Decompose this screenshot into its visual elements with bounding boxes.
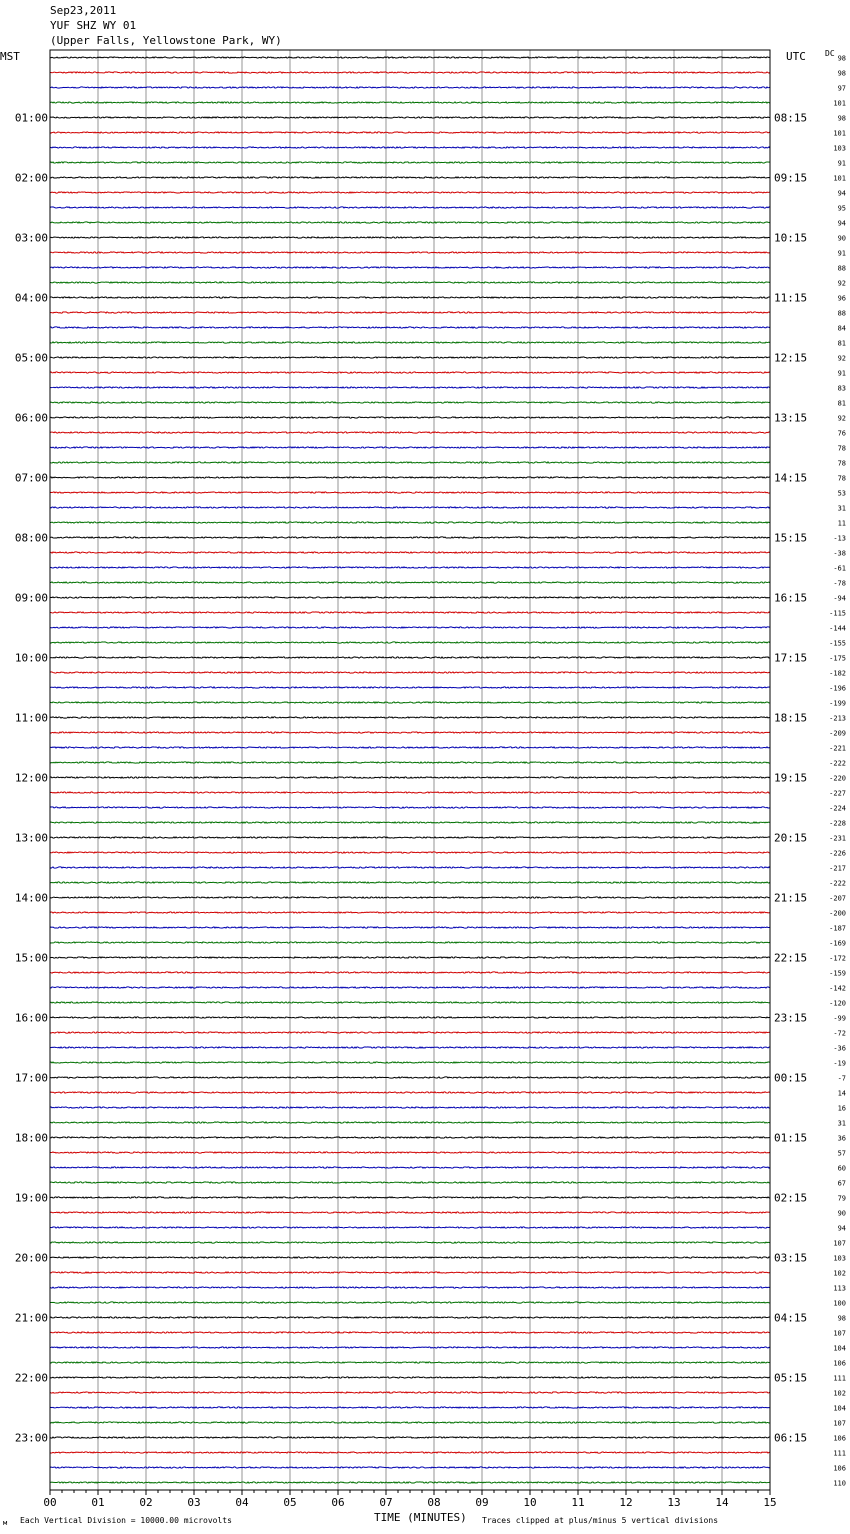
dc-offset-label: -155 <box>829 639 846 648</box>
dc-offset-label: 91 <box>837 369 846 378</box>
dc-offset-label: -142 <box>829 984 846 993</box>
dc-offset-label: -222 <box>829 759 846 768</box>
dc-offset-label: 107 <box>833 1239 846 1248</box>
dc-offset-label: 106 <box>833 1359 846 1368</box>
seismic-trace <box>50 1317 770 1318</box>
right-hour-label: 09:15 <box>774 171 808 185</box>
dc-offset-label: 94 <box>837 1224 846 1233</box>
left-hour-label: 23:00 <box>14 1431 48 1445</box>
seismic-trace <box>50 612 770 613</box>
dc-offset-label: 101 <box>833 129 846 138</box>
dc-offset-label: -78 <box>833 579 846 588</box>
seismic-trace <box>50 1467 770 1468</box>
seismic-trace <box>50 402 770 403</box>
seismic-trace <box>50 807 770 808</box>
dc-offset-label: -175 <box>829 654 846 663</box>
seismic-trace <box>50 792 770 793</box>
header-date: Sep23,2011 <box>50 4 117 17</box>
dc-offset-label: 94 <box>837 219 846 228</box>
x-tick-label: 14 <box>715 1496 729 1509</box>
x-tick-label: 10 <box>523 1496 537 1509</box>
seismic-trace <box>50 72 770 73</box>
x-tick-label: 11 <box>571 1496 585 1509</box>
seismic-trace <box>50 897 770 898</box>
left-hour-label: 21:00 <box>14 1311 48 1325</box>
dc-offset-label: 92 <box>837 354 846 363</box>
seismic-trace <box>50 1152 770 1153</box>
x-tick-label: 06 <box>331 1496 345 1509</box>
seismic-trace <box>50 1212 770 1213</box>
seismic-trace <box>50 387 770 388</box>
right-hour-label: 17:15 <box>774 651 808 665</box>
corner-mark: м <box>3 1519 8 1527</box>
seismic-trace <box>50 1362 770 1363</box>
left-hour-label: 18:00 <box>14 1131 48 1145</box>
right-hour-label: 18:15 <box>774 711 808 725</box>
seismic-trace <box>50 87 770 88</box>
seismic-trace <box>50 297 770 298</box>
seismic-trace <box>50 1242 770 1243</box>
seismic-trace <box>50 1452 770 1453</box>
dc-offset-label: 107 <box>833 1329 846 1338</box>
dc-offset-label: 106 <box>833 1464 846 1473</box>
seismic-trace <box>50 1092 770 1093</box>
dc-offset-label: -38 <box>833 549 846 558</box>
dc-offset-label: 104 <box>833 1404 846 1413</box>
dc-offset-label: 91 <box>837 249 846 258</box>
dc-offset-label: 83 <box>837 384 846 393</box>
seismic-trace <box>50 102 770 103</box>
dc-offset-label: 79 <box>837 1194 846 1203</box>
dc-offset-label: 97 <box>837 84 846 93</box>
seismic-trace <box>50 987 770 988</box>
seismic-trace <box>50 117 770 118</box>
dc-offset-label: -115 <box>829 609 846 618</box>
dc-offset-label: 90 <box>837 234 846 243</box>
seismic-trace <box>50 1392 770 1393</box>
seismic-trace <box>50 837 770 838</box>
dc-offset-label: 106 <box>833 1434 846 1443</box>
seismic-trace <box>50 57 770 58</box>
dc-offset-label: 92 <box>837 279 846 288</box>
dc-offset-label: -196 <box>829 684 846 693</box>
seismic-trace <box>50 267 770 268</box>
dc-offset-label: -120 <box>829 999 846 1008</box>
dc-offset-label: -159 <box>829 969 846 978</box>
seismic-trace <box>50 192 770 193</box>
grid-layer <box>98 50 722 1490</box>
dc-offset-label: 81 <box>837 399 846 408</box>
x-tick-label: 02 <box>139 1496 153 1509</box>
x-tick-label: 04 <box>235 1496 249 1509</box>
seismic-trace <box>50 822 770 823</box>
dc-offset-label: 98 <box>837 69 846 78</box>
seismic-trace <box>50 1257 770 1258</box>
right-hour-label: 14:15 <box>774 471 808 485</box>
right-hour-label: 19:15 <box>774 771 808 785</box>
seismic-trace <box>50 357 770 358</box>
dc-offset-label: 94 <box>837 189 846 198</box>
seismic-trace <box>50 1002 770 1003</box>
dc-offset-label: 98 <box>837 54 846 63</box>
dc-offset-label: 90 <box>837 1209 846 1218</box>
seismic-trace <box>50 537 770 538</box>
right-hour-label: 08:15 <box>774 111 808 125</box>
seismic-trace <box>50 147 770 148</box>
left-hour-label: 17:00 <box>14 1071 48 1085</box>
dc-offset-label: 84 <box>837 324 846 333</box>
x-tick-label: 15 <box>763 1496 777 1509</box>
clip-note: Traces clipped at plus/minus 5 vertical divisions <box>482 1516 719 1525</box>
left-timezone-label: MST <box>0 50 20 63</box>
left-hour-label: 15:00 <box>14 951 48 965</box>
seismic-trace <box>50 642 770 643</box>
right-hour-label: 04:15 <box>774 1311 808 1325</box>
trace-layer <box>50 57 770 1483</box>
dc-offset-label: 31 <box>837 504 846 513</box>
label-layer <box>15 55 846 1510</box>
dc-offset-label: 88 <box>837 309 846 318</box>
dc-offset-label: 14 <box>837 1089 846 1098</box>
left-hour-label: 08:00 <box>14 531 48 545</box>
right-hour-label: 16:15 <box>774 591 808 605</box>
dc-offset-label: -72 <box>833 1029 846 1038</box>
seismic-trace <box>50 342 770 343</box>
dc-offset-label: -209 <box>829 729 846 738</box>
dc-offset-label: -220 <box>829 774 846 783</box>
dc-offset-label: -200 <box>829 909 846 918</box>
x-tick-label: 01 <box>91 1496 105 1509</box>
x-tick-label: 00 <box>43 1496 57 1509</box>
right-hour-label: 22:15 <box>774 951 808 965</box>
seismic-trace <box>50 462 770 463</box>
left-hour-label: 05:00 <box>14 351 48 365</box>
seismic-trace <box>50 867 770 868</box>
seismic-trace <box>50 882 770 883</box>
left-hour-label: 10:00 <box>14 651 48 665</box>
seismic-trace <box>50 492 770 493</box>
dc-offset-label: 76 <box>837 429 846 438</box>
seismic-trace <box>50 1167 770 1168</box>
seismic-trace <box>50 1062 770 1063</box>
seismic-trace <box>50 762 770 763</box>
right-hour-label: 02:15 <box>774 1191 808 1205</box>
right-hour-label: 01:15 <box>774 1131 808 1145</box>
seismic-trace <box>50 252 770 253</box>
seismic-trace <box>50 672 770 673</box>
x-tick-label: 12 <box>619 1496 633 1509</box>
seismic-trace <box>50 852 770 853</box>
dc-offset-label: -227 <box>829 789 846 798</box>
dc-offset-label: 91 <box>837 159 846 168</box>
left-hour-label: 02:00 <box>14 171 48 185</box>
seismic-trace <box>50 1137 770 1138</box>
dc-offset-label: 57 <box>837 1149 846 1158</box>
dc-offset-label: -228 <box>829 819 846 828</box>
dc-offset-label: -36 <box>833 1044 846 1053</box>
seismic-trace <box>50 1017 770 1018</box>
seismic-trace <box>50 1332 770 1333</box>
seismic-trace <box>50 582 770 583</box>
left-hour-label: 04:00 <box>14 291 48 305</box>
seismic-trace <box>50 732 770 733</box>
dc-offset-label: 107 <box>833 1419 846 1428</box>
dc-offset-label: 67 <box>837 1179 846 1188</box>
scale-note: Each Vertical Division = 10000.00 microvolts <box>20 1516 232 1525</box>
dc-offset-label: -207 <box>829 894 846 903</box>
seismic-trace <box>50 567 770 568</box>
dc-offset-label: 113 <box>833 1284 846 1293</box>
seismic-trace <box>50 657 770 658</box>
left-hour-label: 16:00 <box>14 1011 48 1025</box>
dc-offset-label: 104 <box>833 1344 846 1353</box>
seismic-trace <box>50 177 770 178</box>
right-hour-label: 11:15 <box>774 291 808 305</box>
dc-offset-label: 96 <box>837 294 846 303</box>
dc-offset-label: -199 <box>829 699 846 708</box>
right-hour-label: 20:15 <box>774 831 808 845</box>
dc-offset-label: -222 <box>829 879 846 888</box>
seismic-trace <box>50 912 770 913</box>
dc-offset-label: 81 <box>837 339 846 348</box>
dc-offset-label: 100 <box>833 1299 846 1308</box>
seismic-trace <box>50 507 770 508</box>
dc-offset-label: 111 <box>833 1374 846 1383</box>
seismic-trace <box>50 927 770 928</box>
dc-offset-label: 78 <box>837 459 846 468</box>
dc-offset-label: 78 <box>837 444 846 453</box>
dc-offset-label: -7 <box>837 1074 846 1083</box>
x-tick-label: 03 <box>187 1496 201 1509</box>
dc-offset-label: 60 <box>837 1164 846 1173</box>
x-tick-label: 07 <box>379 1496 393 1509</box>
seismic-trace <box>50 702 770 703</box>
right-hour-label: 15:15 <box>774 531 808 545</box>
seismic-trace <box>50 552 770 553</box>
seismic-trace <box>50 1287 770 1288</box>
left-hour-label: 01:00 <box>14 111 48 125</box>
seismic-trace <box>50 1107 770 1108</box>
dc-offset-label: 78 <box>837 474 846 483</box>
dc-offset-label: -99 <box>833 1014 846 1023</box>
right-hour-label: 12:15 <box>774 351 808 365</box>
x-tick-label: 05 <box>283 1496 297 1509</box>
seismic-trace <box>50 942 770 943</box>
dc-offset-label: -217 <box>829 864 846 873</box>
dc-offset-label: 101 <box>833 99 846 108</box>
dc-offset-label: -13 <box>833 534 846 543</box>
left-hour-label: 14:00 <box>14 891 48 905</box>
seismic-trace <box>50 1347 770 1348</box>
left-hour-label: 07:00 <box>14 471 48 485</box>
seismic-trace <box>50 162 770 163</box>
x-tick-label: 09 <box>475 1496 489 1509</box>
left-hour-label: 19:00 <box>14 1191 48 1205</box>
seismic-trace <box>50 132 770 133</box>
seismic-trace <box>50 777 770 778</box>
right-hour-label: 21:15 <box>774 891 808 905</box>
right-hour-label: 00:15 <box>774 1071 808 1085</box>
dc-offset-label: -182 <box>829 669 846 678</box>
left-hour-label: 13:00 <box>14 831 48 845</box>
x-axis-title: TIME (MINUTES) <box>374 1511 467 1524</box>
dc-offset-label: -19 <box>833 1059 846 1068</box>
header-station: YUF SHZ WY 01 <box>50 19 137 32</box>
dc-offset-label: 102 <box>833 1269 846 1278</box>
dc-offset-label: 95 <box>837 204 846 213</box>
dc-offset-label: -231 <box>829 834 846 843</box>
left-hour-label: 11:00 <box>14 711 48 725</box>
x-tick-label: 08 <box>427 1496 441 1509</box>
dc-label: DC <box>825 49 835 58</box>
seismic-trace <box>50 1032 770 1033</box>
dc-offset-label: 36 <box>837 1134 846 1143</box>
dc-offset-label: 92 <box>837 414 846 423</box>
dc-offset-label: 103 <box>833 144 846 153</box>
dc-offset-label: 98 <box>837 1314 846 1323</box>
seismic-trace <box>50 312 770 313</box>
right-hour-label: 10:15 <box>774 231 808 245</box>
dc-offset-label: 102 <box>833 1389 846 1398</box>
seismic-trace <box>50 477 770 478</box>
right-hour-label: 03:15 <box>774 1251 808 1265</box>
dc-offset-label: -169 <box>829 939 846 948</box>
seismic-trace <box>50 957 770 958</box>
dc-offset-label: -172 <box>829 954 846 963</box>
dc-offset-label: 16 <box>837 1104 846 1113</box>
header-location: (Upper Falls, Yellowstone Park, WY) <box>50 34 282 47</box>
dc-offset-label: -144 <box>829 624 846 633</box>
seismic-trace <box>50 1122 770 1123</box>
seismic-trace <box>50 327 770 328</box>
seismic-trace <box>50 372 770 373</box>
seismic-trace <box>50 237 770 238</box>
seismic-trace <box>50 687 770 688</box>
right-hour-label: 13:15 <box>774 411 808 425</box>
dc-offset-label: -61 <box>833 564 846 573</box>
right-hour-label: 05:15 <box>774 1371 808 1385</box>
dc-offset-label: 31 <box>837 1119 846 1128</box>
x-tick-label: 13 <box>667 1496 681 1509</box>
seismic-trace <box>50 747 770 748</box>
right-hour-label: 06:15 <box>774 1431 808 1445</box>
seismic-trace <box>50 1407 770 1408</box>
seismic-trace <box>50 1302 770 1303</box>
left-hour-label: 22:00 <box>14 1371 48 1385</box>
dc-offset-label: -224 <box>829 804 846 813</box>
dc-offset-label: 88 <box>837 264 846 273</box>
seismic-trace <box>50 522 770 523</box>
dc-offset-label: 11 <box>837 519 846 528</box>
seismic-trace <box>50 222 770 223</box>
dc-offset-label: -187 <box>829 924 846 933</box>
left-hour-label: 03:00 <box>14 231 48 245</box>
dc-offset-label: 111 <box>833 1449 846 1458</box>
dc-offset-label: 103 <box>833 1254 846 1263</box>
left-hour-label: 09:00 <box>14 591 48 605</box>
dc-offset-label: 101 <box>833 174 846 183</box>
seismic-trace <box>50 1482 770 1483</box>
seismic-trace <box>50 717 770 718</box>
seismic-trace <box>50 282 770 283</box>
seismic-trace <box>50 597 770 598</box>
seismic-trace <box>50 972 770 973</box>
left-hour-label: 12:00 <box>14 771 48 785</box>
seismic-trace <box>50 1227 770 1228</box>
seismic-trace <box>50 1182 770 1183</box>
seismic-trace <box>50 1422 770 1423</box>
dc-offset-label: 110 <box>833 1479 846 1488</box>
left-hour-label: 20:00 <box>14 1251 48 1265</box>
seismic-trace <box>50 627 770 628</box>
seismic-trace <box>50 1437 770 1438</box>
right-timezone-label: UTC <box>786 50 806 63</box>
seismic-trace <box>50 207 770 208</box>
dc-offset-label: -221 <box>829 744 846 753</box>
right-hour-label: 23:15 <box>774 1011 808 1025</box>
dc-offset-label: 98 <box>837 114 846 123</box>
seismic-trace <box>50 1077 770 1078</box>
dc-offset-label: -94 <box>833 594 846 603</box>
seismic-trace <box>50 432 770 433</box>
seismic-trace <box>50 1272 770 1273</box>
plot-frame <box>50 50 770 1490</box>
seismic-trace <box>50 1377 770 1378</box>
dc-offset-label: 53 <box>837 489 846 498</box>
dc-offset-label: -213 <box>829 714 846 723</box>
seismic-trace <box>50 447 770 448</box>
dc-offset-label: -226 <box>829 849 846 858</box>
seismic-trace <box>50 1047 770 1048</box>
seismic-trace <box>50 417 770 418</box>
seismic-trace <box>50 1197 770 1198</box>
left-hour-label: 06:00 <box>14 411 48 425</box>
